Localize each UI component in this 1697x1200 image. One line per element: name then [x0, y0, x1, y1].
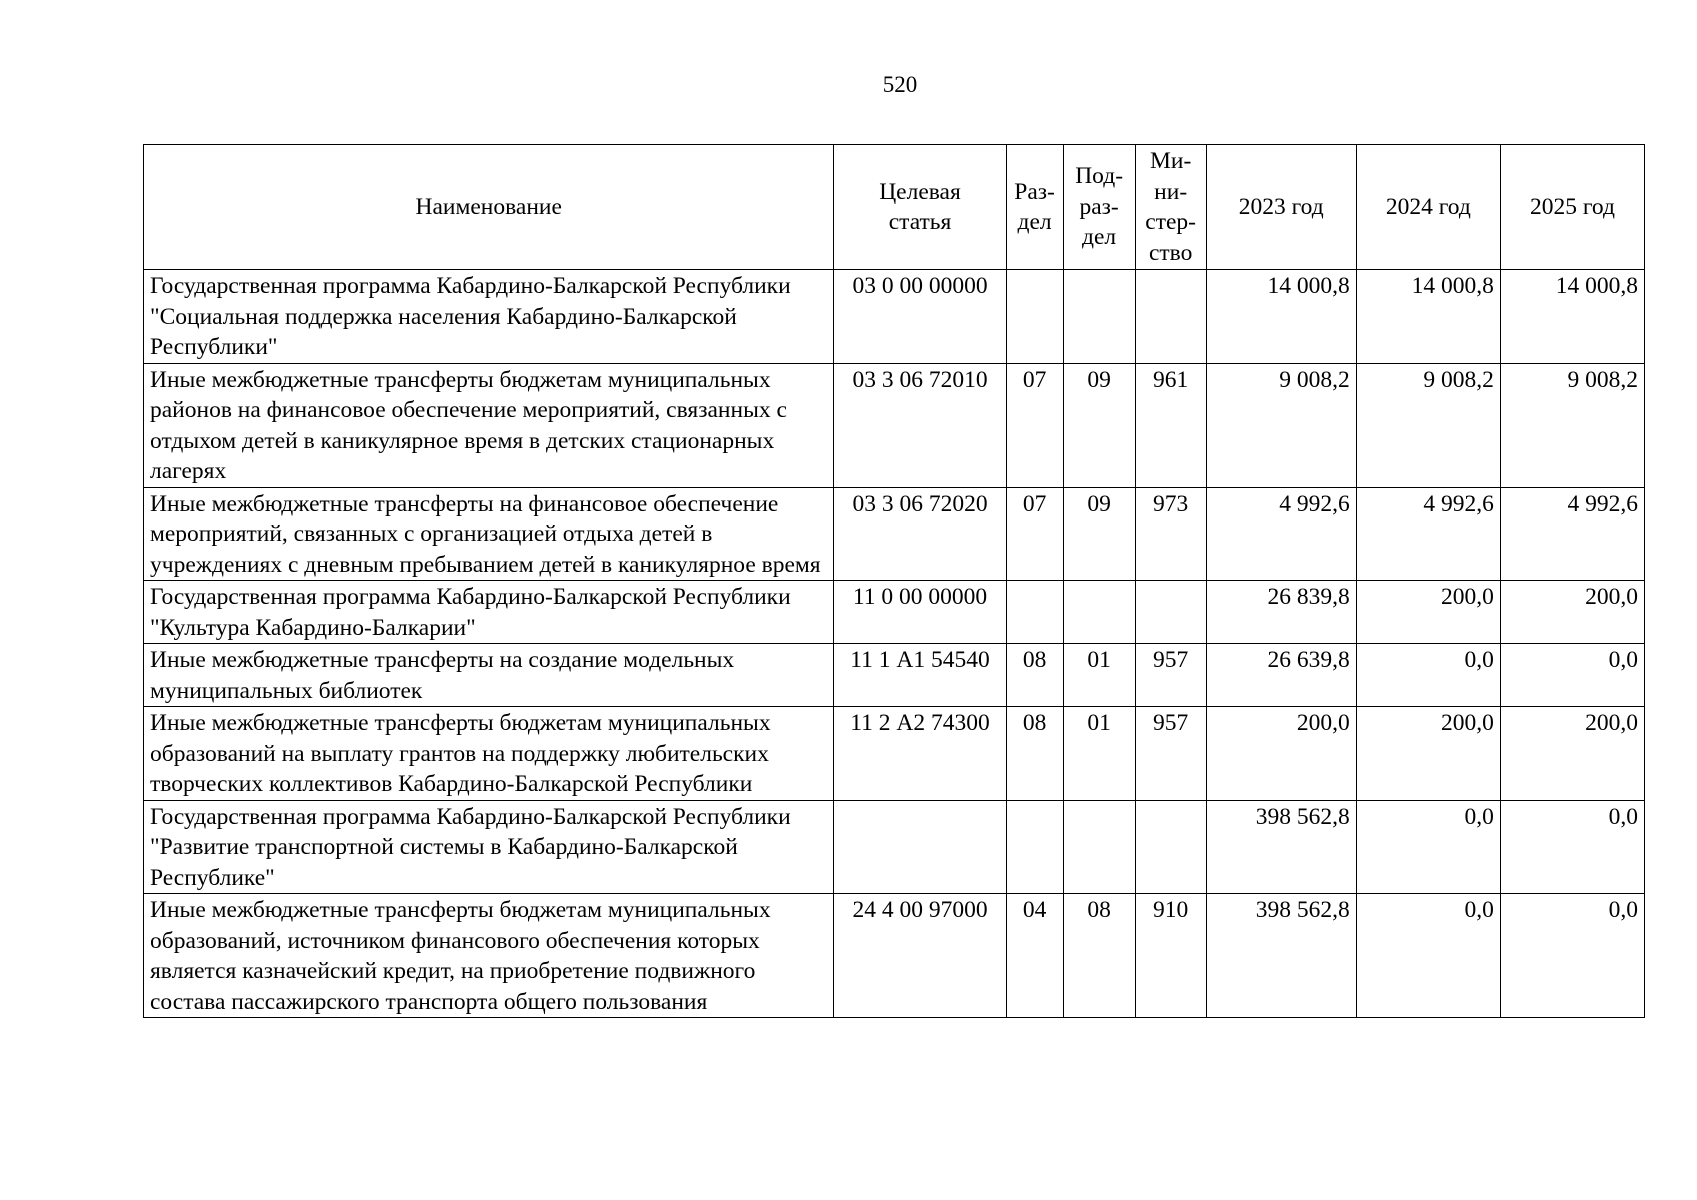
header-razdel — [1006, 145, 1063, 270]
row-ministry: 910 — [1135, 894, 1206, 1018]
row-amount-2024: 0,0 — [1356, 644, 1500, 707]
table-row — [144, 800, 1645, 894]
row-amount-2024: 0,0 — [1356, 800, 1500, 894]
header-year-2024: 2024 год — [1356, 145, 1500, 270]
row-target-article: 03 0 00 00000 — [834, 270, 1006, 364]
row-amount-2025: 4 992,6 — [1500, 487, 1644, 581]
row-amount-2023: 4 992,6 — [1206, 487, 1356, 581]
header-ministry-text: Ми- ни- стер- ство — [1145, 148, 1197, 266]
row-name: Иные межбюджетные трансферты на финансовое обеспечение мероприятий, связанных с организацией отдыха детей в учреждениях с дневным пребыванием детей в каникулярное время — [144, 487, 834, 581]
row-target-article: 11 0 00 00000 — [834, 581, 1006, 644]
row-ministry: 973 — [1135, 487, 1206, 581]
row-name: Иные межбюджетные трансферты бюджетам муниципальных районов на финансовое обеспечение мероприятий, связанных с отдыхом детей в каникулярное время в детских стационарных лагерях — [144, 363, 834, 487]
row-name: Иные межбюджетные трансферты бюджетам муниципальных образований на выплату грантов на поддержку любительских творческих коллективов Кабардино-Балкарской Республики — [144, 707, 834, 801]
row-razdel: 07 — [1006, 363, 1063, 487]
row-ministry: 957 — [1135, 644, 1206, 707]
row-podrazdel: 01 — [1063, 707, 1135, 801]
table-row — [144, 487, 1645, 581]
row-razdel — [1006, 581, 1063, 644]
header-razdel-text: Раз- дел — [1014, 178, 1055, 235]
row-amount-2024: 0,0 — [1356, 894, 1500, 1018]
row-amount-2023: 398 562,8 — [1206, 800, 1356, 894]
row-amount-2025: 0,0 — [1500, 644, 1644, 707]
row-podrazdel: 01 — [1063, 644, 1135, 707]
page-number: 520 — [882, 72, 918, 97]
table-row — [144, 894, 1645, 1018]
table-row — [144, 581, 1645, 644]
table-row — [144, 644, 1645, 707]
row-amount-2023: 26 839,8 — [1206, 581, 1356, 644]
row-target-article: 03 3 06 72020 — [834, 487, 1006, 581]
row-amount-2025: 0,0 — [1500, 800, 1644, 894]
table-row — [144, 707, 1645, 801]
row-amount-2025: 200,0 — [1500, 707, 1644, 801]
header-podrazdel — [1063, 145, 1135, 270]
row-name: Государственная программа Кабардино-Балкарской Республики "Социальная поддержка населения Кабардино-Балкарской Республики" — [144, 270, 834, 364]
row-podrazdel: 09 — [1063, 487, 1135, 581]
row-amount-2023: 200,0 — [1206, 707, 1356, 801]
budget-table — [143, 144, 1645, 1018]
row-razdel: 08 — [1006, 707, 1063, 801]
row-target-article: 24 4 00 97000 — [834, 894, 1006, 1018]
header-podrazdel-text: Под- раз- дел — [1075, 163, 1124, 251]
row-amount-2023: 398 562,8 — [1206, 894, 1356, 1018]
row-name: Иные межбюджетные трансферты бюджетам муниципальных образований, источником финансового обеспечения которых является казначейский кредит, на приобретение подвижного состава пассажирского транспорта общего пользования — [144, 894, 834, 1018]
row-target-article — [834, 800, 1006, 894]
row-podrazdel — [1063, 581, 1135, 644]
row-podrazdel — [1063, 270, 1135, 364]
table-row — [144, 363, 1645, 487]
row-amount-2023: 14 000,8 — [1206, 270, 1356, 364]
row-name: Государственная программа Кабардино-Балкарской Республики "Развитие транспортной системы в Кабардино-Балкарской Республике" — [144, 800, 834, 894]
header-target-article: Целевая статья — [834, 145, 1006, 270]
row-podrazdel: 09 — [1063, 363, 1135, 487]
row-amount-2025: 9 008,2 — [1500, 363, 1644, 487]
header-year-2025: 2025 год — [1500, 145, 1644, 270]
row-ministry: 961 — [1135, 363, 1206, 487]
row-ministry — [1135, 581, 1206, 644]
row-name: Государственная программа Кабардино-Балкарской Республики "Культура Кабардино-Балкарии" — [144, 581, 834, 644]
row-amount-2024: 200,0 — [1356, 581, 1500, 644]
row-amount-2024: 14 000,8 — [1356, 270, 1500, 364]
row-amount-2025: 14 000,8 — [1500, 270, 1644, 364]
row-amount-2024: 200,0 — [1356, 707, 1500, 801]
row-razdel — [1006, 800, 1063, 894]
row-amount-2025: 0,0 — [1500, 894, 1644, 1018]
row-amount-2023: 26 639,8 — [1206, 644, 1356, 707]
row-ministry: 957 — [1135, 707, 1206, 801]
row-ministry — [1135, 800, 1206, 894]
row-amount-2023: 9 008,2 — [1206, 363, 1356, 487]
row-name: Иные межбюджетные трансферты на создание модельных муниципальных библиотек — [144, 644, 834, 707]
header-ministry — [1135, 145, 1206, 270]
row-target-article: 03 3 06 72010 — [834, 363, 1006, 487]
row-razdel: 04 — [1006, 894, 1063, 1018]
row-amount-2024: 9 008,2 — [1356, 363, 1500, 487]
row-amount-2025: 200,0 — [1500, 581, 1644, 644]
table-row — [144, 270, 1645, 364]
table-header-row — [144, 145, 1645, 270]
header-year-2023: 2023 год — [1206, 145, 1356, 270]
row-razdel: 07 — [1006, 487, 1063, 581]
row-amount-2024: 4 992,6 — [1356, 487, 1500, 581]
row-target-article: 11 2 А2 74300 — [834, 707, 1006, 801]
row-razdel — [1006, 270, 1063, 364]
row-podrazdel: 08 — [1063, 894, 1135, 1018]
row-razdel: 08 — [1006, 644, 1063, 707]
row-target-article: 11 1 А1 54540 — [834, 644, 1006, 707]
row-podrazdel — [1063, 800, 1135, 894]
header-name: Наименование — [144, 145, 834, 270]
row-ministry — [1135, 270, 1206, 364]
